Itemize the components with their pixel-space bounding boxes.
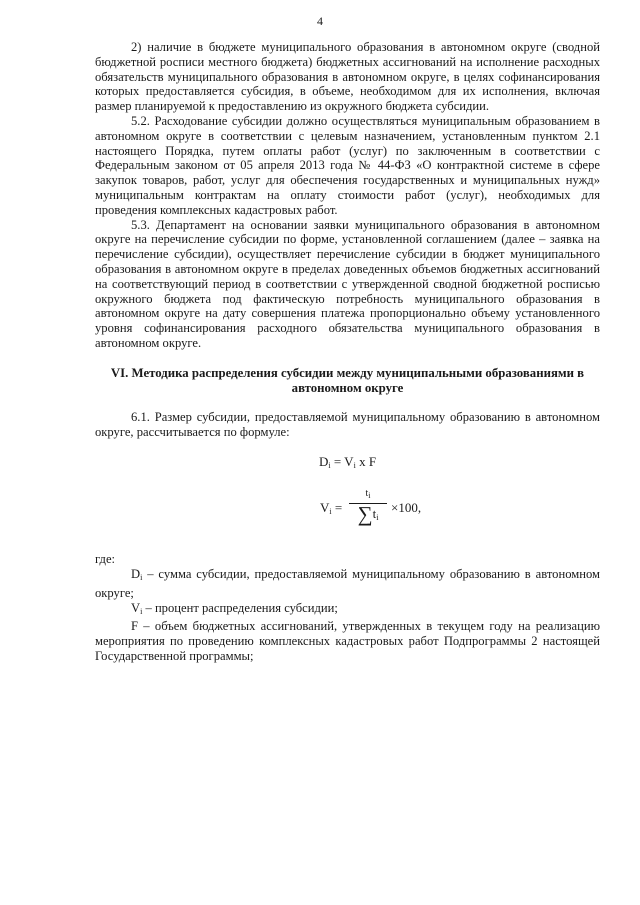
definition-v-symbol: V [131,600,141,615]
definition-d-subscript: i [140,572,143,582]
definition-f: F – объем бюджетных ассигнований, утвержденных в текущем году на реализацию мероприятия по проведению комплексных кадастровых работ Подпрограммы 2 настоящей Государственной программы; [95,619,600,663]
denominator-t: t [372,506,377,522]
paragraph-5-3: 5.3. Департамент на основании заявки муниципального образования в автономном округе на перечисление субсидии по форме, установленной соглашением (далее – заявка на перечисление субсидии), осуществляет перечисление субсидии в бюджет муниципального образования в автономном округе в пределах доведенных объемов бюджетных ассигнований на соответствующий период в соответствии с утвержденной сводной бюджетной росписью окружного бюджета под фактическую потребность муниципального образования в автономном округе на дату совершения платежа пропорционально объему установленного уровня софинансирования расходного обязательства муниципального образования в автономном округе. [95,217,600,350]
formula2-numerator [347,488,389,502]
denominator-subscript: i [376,513,379,523]
sigma-symbol: ∑ [357,502,373,527]
paragraph-condition-2: 2) наличие в бюджете муниципального образования в автономном округе (сводной бюджетной росписи местного бюджета) бюджетных ассигнований на исполнение расходных обязательств муниципального образования в автономном округе, в целях софинансирования которых предоставляется субсидия, в объеме, необходимом для их исполнения, включая размер планируемой к предоставлению из окружного бюджета субсидии. [95,40,600,114]
page-number: 4 [317,14,323,28]
definition-v-text: – процент распределения субсидии; [142,600,338,615]
definition-d-text: – сумма субсидии, предоставляемой муниципальному образованию в автономном округе; [95,566,600,600]
formula-d-symbol: D [318,454,329,470]
formula-distribution-percent [95,486,600,532]
formula-eq-v: = V [330,454,354,470]
formula-subsidy-amount [95,455,600,474]
formula2-v-subscript: i [329,507,332,517]
formula2-denominator [347,502,389,527]
section-heading: VI. Методика распределения субсидии между муниципальными образованиями в автономном округе [110,365,585,395]
formula2-equals: = [331,500,343,516]
paragraph-5-2: 5.2. Расходование субсидии должно осуществляться муниципальным образованием в автономном округе в соответствии с целевым назначением, установленным пунктом 2.1 настоящего Порядка, путем оплаты работ (услуг) по заключенным в соответствии с Федеральным законом от 05 апреля 2013 года № 44-ФЗ «О контрактной системе в сфере закупок товаров, работ, услуг для обеспечения государственных и муниципальных нужд» муниципальным контрактам на оплату стоимости работ (услуг), необходимых для проведения комплексных кадастровых работ. [95,113,600,217]
document-body [95,40,600,664]
definition-d-symbol: D [131,566,141,581]
paragraph-6-1: 6.1. Размер субсидии, предоставляемой муниципальному образованию в автономном округе, рассчитывается по формуле: [95,409,600,439]
formula2-rhs: ×100, [391,500,422,516]
formula-times-f: x F [355,454,377,470]
where-label: где: [95,552,116,567]
numerator-subscript: i [368,491,371,501]
formula2-lhs [320,501,342,520]
definition-v [95,601,600,620]
numerator-t: t [365,488,369,500]
formula-d-subscript: i [328,461,331,471]
formula-v-subscript: i [353,461,356,471]
definition-d [95,567,600,601]
formula2-fraction [347,488,389,527]
definition-v-subscript: i [140,606,143,616]
formula2-v-symbol: V [320,500,330,516]
